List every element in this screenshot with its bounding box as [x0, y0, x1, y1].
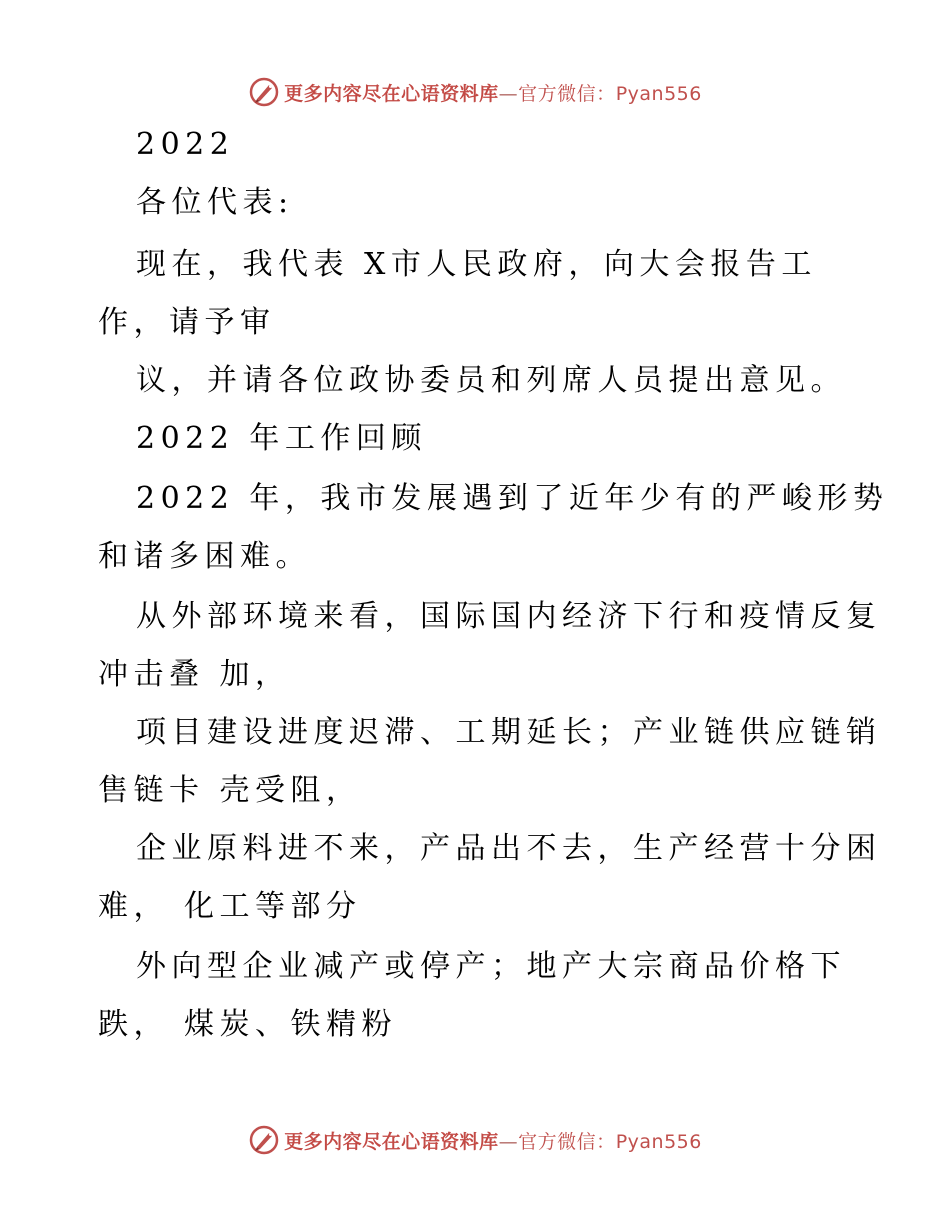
text-line: 议，并请各位政协委员和列席人员提出意见。 [136, 363, 846, 398]
text-line: 作，请予审 [98, 305, 276, 340]
watermark-wechat-label: 官方微信： [518, 82, 616, 105]
text-line: 现在，我代表 X市人民政府，向大会报告工 [136, 247, 817, 282]
text-line: 售链卡 壳受阻， [98, 773, 362, 808]
watermark-separator: — [498, 82, 519, 105]
watermark-separator: — [498, 1130, 519, 1153]
text-line: 冲击叠 加， [98, 657, 291, 692]
footer-watermark-banner [0, 1120, 950, 1160]
text-line: 项目建设进度迟滞、工期延长；产业链供应链销 [136, 715, 882, 750]
watermark-text [284, 79, 702, 106]
text-line: 2022 年，我市发展遇到了近年少有的严峻形势 [136, 481, 889, 516]
text-line: 外向型企业减产或停产；地产大宗商品价格下 [136, 949, 846, 984]
watermark-text [284, 1127, 702, 1154]
text-line: 难， 化工等部分 [98, 889, 362, 924]
header-watermark-banner [0, 72, 950, 112]
text-line: 企业原料进不来，产品出不去，生产经营十分困 [136, 831, 882, 866]
text-line: 2022 [136, 127, 235, 162]
text-line: 和诸多困难。 [98, 539, 311, 574]
watermark-wechat-id: Pyan556 [615, 82, 702, 105]
watermark-site-text: 更多内容尽在心语资料库 [284, 82, 499, 105]
watermark-site-text: 更多内容尽在心语资料库 [284, 1130, 499, 1153]
watermark-wechat-id: Pyan556 [615, 1130, 702, 1153]
watermark-wechat-label: 官方微信： [518, 1130, 616, 1153]
text-line: 从外部环境来看，国际国内经济下行和疫情反复 [136, 599, 882, 634]
pen-logo-icon [248, 76, 280, 108]
pen-logo-icon [248, 1124, 280, 1156]
text-line: 各位代表: [136, 185, 294, 220]
text-line: 跌， 煤炭、铁精粉 [98, 1007, 398, 1042]
text-line: 2022 年工作回顾 [136, 421, 427, 456]
